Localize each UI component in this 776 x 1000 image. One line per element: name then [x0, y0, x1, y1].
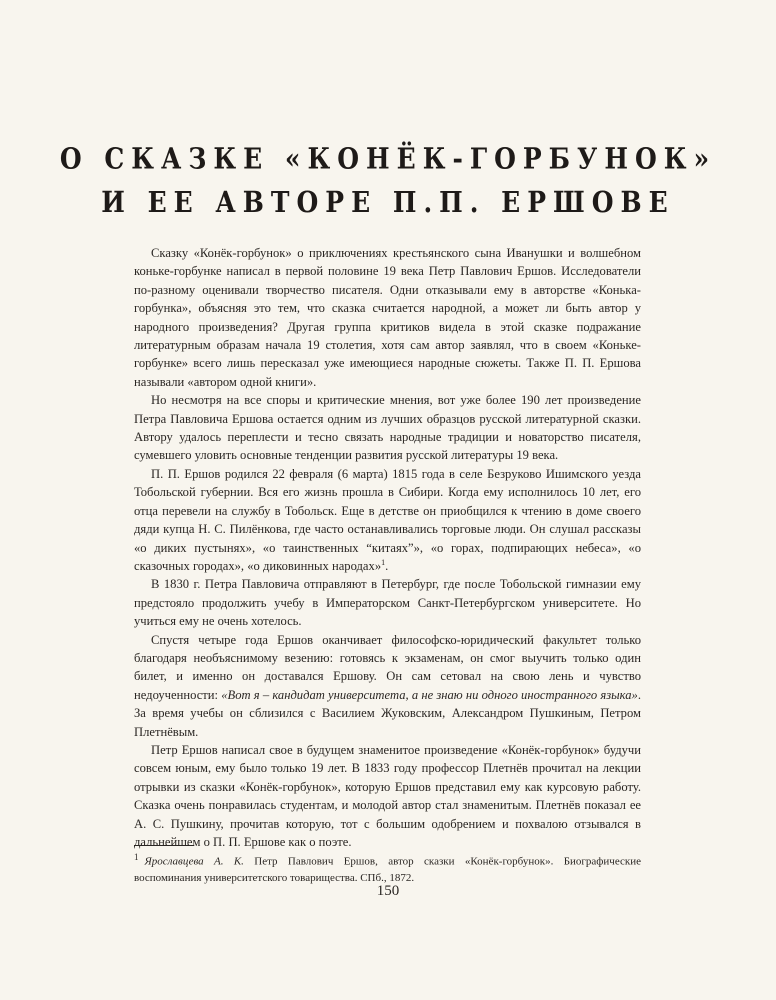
footnote-mark: 1: [134, 852, 139, 862]
footnote: [134, 849, 641, 886]
footnote-text: Петр Павлович Ершов, автор сказки «Конёк-горбунок». Биографические воспоминания университетского товарищества. СПб., 1872.: [134, 855, 641, 884]
chapter-title-line-1: О СКАЗКЕ «КОНЁК-ГОРБУНОК»: [59, 141, 717, 176]
italic-quote: «Вот я – кандидат университета, а не знаю ни одного иностранного языка»: [221, 687, 638, 702]
paragraph-6: Петр Ершов написал свое в будущем знаменитое произведение «Конёк-горбунок» будучи совсем юным, ему было только 19 лет. В 1833 году профессор Плетнёв прочитал на лекции отрывки из сказки «Конёк-горбунок», которую Ершов представил ему как курсовую работу. Сказка очень понравилась студентам, и молодой автор стал знаменитым. Плетнёв показал ее А. С. Пушкину, прочитав которую, тот с большим одобрением и похвалою отзывался в дальнейшем о П. П. Ершове как о поэте.: [134, 742, 641, 849]
chapter-title: [0, 137, 776, 224]
footnote-divider: [134, 845, 194, 846]
paragraph-4: В 1830 г. Петра Павловича отправляют в Петербург, где после Тобольской гимназии ему предстояло продолжить учебу в Императорском Санкт-Петербургском университете. Но учиться ему не очень хотелось.: [134, 577, 641, 629]
page-number: 150: [376, 883, 400, 899]
paragraph-2: Но несмотря на все споры и критические мнения, вот уже более 190 лет произведение Петра Павловича Ершова остается одним из лучших образцов русской литературной сказки. Автору удалось переплести и тесно связать народные традиции и новаторство писателя, сумевшего уловить основные тенденции развития русской литературы 19 века.: [134, 393, 641, 463]
paragraph-3: П. П. Ершов родился 22 февраля (6 марта) 1815 года в селе Безруково Ишимского уезда Тобольской губернии. Вся его жизнь прошла в Сибири. Когда ему исполнилось 10 лет, его отца перевели на службу в Тобольск. Еще в детстве он приобщился к чтению в доме своего дяди купца Н. С. Пилёнкова, где часто останавливались торговые люди. Он слушал рассказы «о диких пустынях», «о таинственных “китаях”», «о горах, подпирающих небеса», «о сказочных городах», «о диковинных народах»$^1$.: [134, 466, 641, 573]
footnote-author: Ярославцева А. К.: [144, 855, 244, 868]
footnote-reference[interactable]: 1: [381, 557, 386, 567]
paragraph-1: Сказку «Конёк-горбунок» о приключениях крестьянского сына Иванушки и волшебном коньке-горбунке написал в первой половине 19 века Петр Павлович Ершов. Исследователи по-разному оценивали творчество писателя. Одни отказывали ему в авторстве «Конька-горбунка», объясняя это тем, что сказка считается народной, а может ли быть автор у народного произведения? Другая группа критиков видела в этой сказке подражание литературным образам начала 19 столетия, хотя сам автор заявлял, что в своем «Коньке-горбунке» всего лишь пересказал уже имеющиеся народные сюжеты. Также П. П. Ершова называли «автором одной книги».: [134, 246, 641, 389]
body-text: [134, 244, 641, 851]
paragraph-5: Спустя четыре года Ершов оканчивает философско-юридический факультет только благодаря необъяснимому везению: готовясь к экзаменам, он смог выучить только один билет, и именно он доставался Ершову. Он сам сетовал на свою лень и чувство недоученности: «Вот я – кандидат университета, а не знаю ни одного иностранного языка». За время учебы он сблизился с Василием Жуковским, Александром Пушкиным, Петром Плетнёвым.: [134, 632, 641, 739]
chapter-title-line-2: И ЕЕ АВТОРЕ П.П. ЕРШОВЕ: [101, 185, 675, 219]
